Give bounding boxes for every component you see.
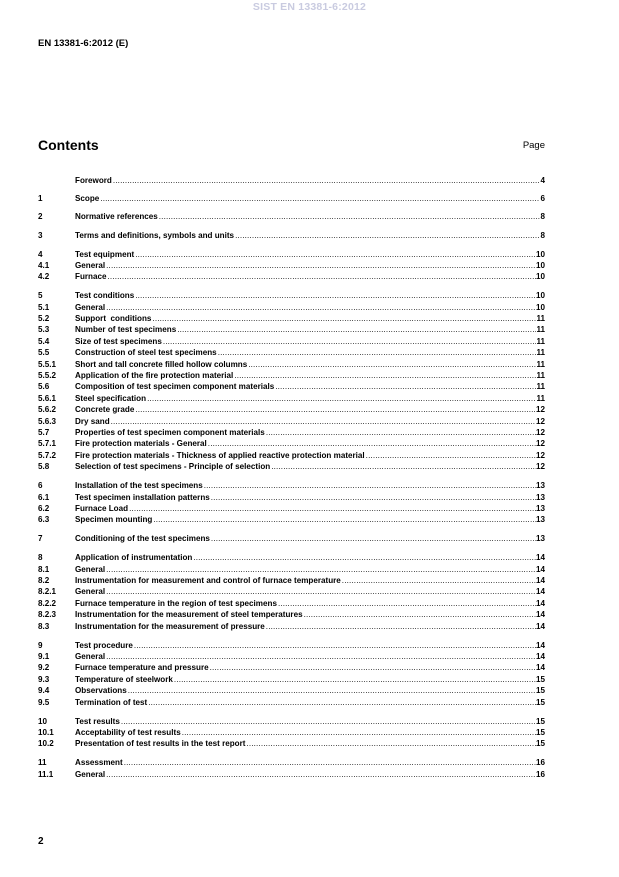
toc-entry[interactable]	[38, 651, 545, 662]
toc-entry[interactable]	[38, 640, 545, 651]
watermark: SIST EN 13381-6:2012	[252, 1, 367, 13]
toc-title: Normative references	[75, 212, 158, 222]
toc-entry[interactable]	[38, 674, 545, 685]
toc-number: 9.2	[38, 663, 50, 673]
toc-number: 5.5.1	[38, 359, 57, 369]
toc-number: 5.6	[38, 382, 50, 392]
toc-entry[interactable]	[38, 769, 545, 780]
toc-entry[interactable]	[38, 370, 545, 381]
toc-number: 9.1	[38, 652, 50, 661]
toc-leader	[247, 359, 536, 370]
toc-entry[interactable]	[38, 685, 545, 696]
toc-number: 10.2	[38, 739, 54, 749]
toc-number: 8.2	[38, 576, 50, 586]
page-column-label: Page	[522, 140, 545, 151]
toc-leader	[270, 461, 536, 472]
toc-leader	[128, 503, 536, 514]
toc-leader	[151, 313, 536, 324]
toc-entry[interactable]	[38, 427, 545, 438]
toc-leader	[147, 697, 536, 708]
toc-page: 16	[535, 758, 545, 768]
toc-title: Furnace	[75, 272, 107, 282]
toc-leader	[277, 598, 536, 609]
toc-number: 8.3	[38, 621, 50, 631]
toc-leader	[234, 230, 540, 241]
toc-page: 13	[535, 534, 545, 544]
toc-entry[interactable]	[38, 621, 545, 632]
toc-number: 5.5	[38, 348, 50, 358]
toc-number: 5.7.2	[38, 450, 57, 460]
toc-number: 6	[38, 481, 43, 491]
toc-leader	[112, 175, 541, 186]
toc-number: 6.3	[38, 515, 50, 525]
toc-entry[interactable]	[38, 461, 545, 472]
toc-page: 10	[535, 260, 545, 270]
toc-entry[interactable]	[38, 450, 545, 461]
toc-title: Termination of test	[75, 697, 148, 707]
toc-number: 5.1	[38, 302, 50, 312]
toc-leader	[341, 575, 536, 586]
document-id: EN 13381-6:2012 (E)	[38, 38, 129, 49]
toc-leader	[274, 381, 536, 392]
toc-title: Furnace temperature and pressure	[75, 663, 209, 673]
toc-number: 5.3	[38, 325, 50, 335]
toc-entry[interactable]	[38, 533, 545, 544]
toc-page: 15	[535, 727, 545, 737]
toc-number: 5.6.1	[38, 393, 57, 403]
toc-title: Conditioning of the test specimens	[75, 534, 210, 544]
toc-leader	[203, 480, 536, 491]
toc-title: Test equipment	[75, 249, 135, 259]
toc-leader	[192, 552, 536, 563]
toc-page: 13	[535, 481, 545, 491]
toc-title: Fire protection materials - Thickness of applied reactive protection material	[75, 450, 365, 460]
toc-title: Selection of test specimens - Principle of selection	[75, 462, 271, 472]
toc-page: 11	[536, 314, 545, 324]
toc-page: 15	[535, 716, 545, 726]
toc-number: 11.1	[38, 769, 54, 779]
toc-entry[interactable]	[38, 552, 545, 563]
toc-leader	[158, 211, 541, 222]
toc-leader	[181, 727, 536, 738]
toc-entry[interactable]	[38, 564, 545, 575]
toc-page: 16	[535, 769, 545, 779]
toc-title: General	[75, 260, 106, 270]
toc-number: 9.3	[38, 674, 50, 684]
toc-number: 10.1	[38, 727, 54, 737]
toc-entry[interactable]	[38, 260, 545, 271]
page-number: 2	[38, 836, 44, 847]
toc-title: Properties of test specimen component materials	[75, 427, 265, 437]
toc-leader	[105, 769, 536, 780]
toc-leader	[365, 450, 536, 461]
toc-leader	[265, 427, 536, 438]
toc-entry[interactable]	[38, 503, 545, 514]
toc-leader	[134, 404, 536, 415]
toc-title: Fire protection materials - General	[75, 439, 207, 449]
toc-page: 11	[536, 359, 545, 369]
toc-title: Installation of the test specimens	[75, 481, 203, 491]
toc-entry[interactable]	[38, 586, 545, 597]
toc-entry[interactable]	[38, 302, 545, 313]
toc-page: 8	[540, 230, 545, 240]
toc-page: 11	[536, 393, 545, 403]
toc-page: 10	[535, 249, 545, 259]
toc-title: Dry sand	[75, 416, 110, 426]
toc-entry[interactable]	[38, 662, 545, 673]
toc-title: General	[75, 564, 106, 574]
toc-leader	[146, 393, 536, 404]
toc-leader	[134, 290, 536, 301]
toc-leader	[105, 586, 536, 597]
toc-number: 9	[38, 640, 43, 650]
toc-leader	[303, 609, 536, 620]
toc-page: 14	[535, 621, 545, 631]
table-of-contents	[38, 175, 545, 780]
toc-leader	[105, 302, 536, 313]
toc-entry[interactable]	[38, 716, 545, 727]
toc-number: 4.1	[38, 260, 50, 270]
toc-leader	[133, 640, 536, 651]
toc-leader	[265, 621, 536, 632]
toc-page: 13	[535, 492, 545, 502]
toc-leader	[107, 271, 536, 282]
toc-page: 11	[536, 371, 545, 381]
toc-title: Short and tall concrete filled hollow columns	[75, 359, 248, 369]
toc-page: 12	[535, 462, 545, 472]
toc-title: Scope	[75, 194, 100, 204]
toc-entry[interactable]	[38, 438, 545, 449]
toc-leader	[173, 674, 536, 685]
toc-page: 6	[540, 194, 545, 204]
toc-title: Foreword	[75, 175, 112, 185]
toc-entry[interactable]	[38, 336, 545, 347]
toc-title: Steel specification	[75, 393, 147, 403]
toc-leader	[99, 193, 540, 204]
toc-page: 13	[535, 515, 545, 525]
toc-entry[interactable]	[38, 193, 545, 204]
toc-leader	[176, 324, 536, 335]
toc-title: Construction of steel test specimens	[75, 348, 217, 358]
toc-title: Composition of test specimen component materials	[75, 382, 275, 392]
toc-title: Instrumentation for the measurement of pressure	[75, 621, 265, 631]
toc-title: Test conditions	[75, 291, 135, 301]
toc-number: 7	[38, 534, 43, 544]
toc-number: 9.5	[38, 697, 50, 707]
toc-leader	[105, 651, 536, 662]
toc-page: 11	[536, 325, 545, 335]
toc-page: 15	[535, 674, 545, 684]
toc-page: 14	[535, 553, 545, 563]
toc-number: 5	[38, 291, 43, 301]
toc-entry[interactable]	[38, 313, 545, 324]
toc-entry[interactable]	[38, 492, 545, 503]
toc-entry[interactable]	[38, 575, 545, 586]
toc-number: 5.6.3	[38, 416, 57, 426]
toc-entry[interactable]	[38, 393, 545, 404]
toc-title: Assessment	[75, 758, 123, 768]
toc-leader	[110, 416, 536, 427]
toc-page: 14	[535, 610, 545, 620]
toc-title: Terms and definitions, symbols and units	[75, 230, 235, 240]
toc-number: 8.2.1	[38, 587, 57, 597]
toc-page: 15	[535, 739, 545, 749]
toc-title: Acceptability of test results	[75, 727, 181, 737]
toc-entry[interactable]	[38, 249, 545, 260]
toc-number: 5.8	[38, 462, 50, 472]
toc-entry[interactable]	[38, 347, 545, 358]
toc-leader	[162, 336, 537, 347]
toc-entry[interactable]	[38, 381, 545, 392]
toc-title: Presentation of test results in the test report	[75, 739, 246, 749]
toc-page: 12	[535, 405, 545, 415]
toc-title: Temperature of steelwork	[75, 674, 173, 684]
toc-title: Instrumentation for measurement and control of furnace temperature	[75, 576, 341, 586]
toc-leader	[105, 260, 536, 271]
toc-page: 14	[535, 640, 545, 650]
toc-entry[interactable]	[38, 416, 545, 427]
toc-entry[interactable]	[38, 290, 545, 301]
toc-entry[interactable]	[38, 271, 545, 282]
toc-number: 11	[38, 758, 47, 768]
toc-number: 6.2	[38, 503, 50, 513]
toc-page: 4	[540, 175, 545, 185]
toc-leader	[245, 738, 536, 749]
toc-title: Application of instrumentation	[75, 553, 193, 563]
toc-title: Furnace Load	[75, 503, 129, 513]
toc-title: Furnace temperature in the region of test specimens	[75, 598, 277, 608]
toc-number: 6.1	[38, 492, 50, 502]
toc-entry[interactable]	[38, 598, 545, 609]
toc-page: 14	[535, 598, 545, 608]
toc-number: 8.2.2	[38, 598, 57, 608]
toc-page: 11	[536, 348, 545, 358]
page-title: Contents	[38, 137, 99, 153]
toc-leader	[123, 757, 536, 768]
toc-number: 8	[38, 553, 43, 563]
toc-entry[interactable]	[38, 175, 545, 186]
toc-title: General	[75, 302, 106, 312]
toc-entry[interactable]	[38, 324, 545, 335]
toc-entry[interactable]	[38, 609, 545, 620]
toc-entry[interactable]	[38, 697, 545, 708]
toc-title: Instrumentation for the measurement of steel temperatures	[75, 610, 303, 620]
toc-leader	[209, 662, 536, 673]
toc-entry[interactable]	[38, 727, 545, 738]
toc-leader	[152, 514, 536, 525]
toc-page: 14	[535, 663, 545, 673]
toc-entry[interactable]	[38, 230, 545, 241]
toc-number: 1	[38, 194, 43, 204]
toc-leader	[210, 492, 536, 503]
toc-page: 11	[536, 382, 545, 392]
toc-number: 9.4	[38, 686, 50, 696]
toc-page: 14	[535, 576, 545, 586]
toc-number: 2	[38, 212, 43, 222]
toc-title: Test results	[75, 716, 120, 726]
toc-title: Number of test specimens	[75, 325, 177, 335]
toc-page: 14	[535, 587, 545, 597]
toc-leader	[134, 249, 536, 260]
toc-page: 15	[535, 697, 545, 707]
toc-number: 8.2.3	[38, 610, 57, 620]
toc-number: 5.5.2	[38, 371, 57, 381]
toc-page: 10	[535, 291, 545, 301]
toc-page: 12	[535, 416, 545, 426]
toc-title: Application of the fire protection material	[75, 371, 234, 381]
toc-entry[interactable]	[38, 359, 545, 370]
toc-number: 5.2	[38, 314, 50, 324]
toc-number: 5.4	[38, 336, 50, 346]
toc-entry[interactable]	[38, 514, 545, 525]
toc-entry[interactable]	[38, 738, 545, 749]
toc-page: 12	[535, 450, 545, 460]
toc-title: Observations	[75, 686, 127, 696]
toc-page: 10	[535, 272, 545, 282]
toc-page: 12	[535, 439, 545, 449]
toc-title: General	[75, 652, 106, 661]
toc-leader	[207, 438, 536, 449]
toc-leader	[217, 347, 537, 358]
toc-number: 4.2	[38, 272, 50, 282]
toc-page: 10	[535, 302, 545, 312]
toc-entry[interactable]	[38, 211, 545, 222]
toc-title: Test procedure	[75, 640, 133, 650]
toc-number: 5.6.2	[38, 405, 57, 415]
toc-title: Test specimen installation patterns	[75, 492, 210, 502]
toc-title: Specimen mounting	[75, 515, 153, 525]
toc-page: 14	[535, 652, 545, 661]
toc-entry[interactable]	[38, 404, 545, 415]
toc-title: General	[75, 587, 106, 597]
toc-title: General	[75, 769, 106, 779]
toc-number: 4	[38, 249, 43, 259]
toc-page: 8	[540, 212, 545, 222]
toc-title: Support conditions	[75, 314, 152, 324]
toc-leader	[233, 370, 536, 381]
toc-leader	[210, 533, 536, 544]
toc-number: 5.7	[38, 427, 50, 437]
toc-number: 10	[38, 716, 48, 726]
toc-entry[interactable]	[38, 757, 545, 768]
toc-number: 8.1	[38, 564, 50, 574]
toc-page: 12	[535, 427, 545, 437]
toc-page: 14	[535, 564, 545, 574]
toc-page: 15	[535, 686, 545, 696]
toc-title: Concrete grade	[75, 405, 135, 415]
toc-page: 13	[535, 503, 545, 513]
toc-number: 3	[38, 230, 43, 240]
toc-title: Size of test specimens	[75, 336, 162, 346]
toc-leader	[120, 716, 536, 727]
toc-number: 5.7.1	[38, 439, 57, 449]
toc-leader	[127, 685, 536, 696]
toc-page: 11	[536, 336, 545, 346]
toc-leader	[105, 564, 536, 575]
toc-entry[interactable]	[38, 480, 545, 491]
